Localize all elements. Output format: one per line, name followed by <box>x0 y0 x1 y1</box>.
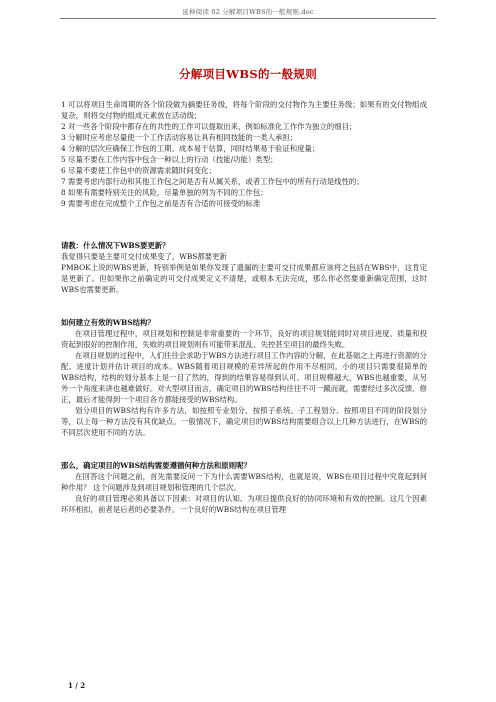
section-heading: 那么，确定项目的WBS结构需要遵循何种方法和原则呢？ <box>61 461 251 470</box>
section-heading: 请教：什么情况下WBS要更新？ <box>61 241 170 250</box>
paragraph: 在回答这个问题之前，首先需要反问一下为什么需要WBS结构，也就是说，WBS在项目过程中究竟起到何种作用？ 这个问题涉及到项目规划和管理的几个层次。 <box>61 472 427 492</box>
paragraph: 在项目规划的过程中，人们往往会求助于WBS方法进行项目工作内容的分解，在此基础之上再进行资源的分配、进度计划并估计项目的成本。WBS随着项目规模的差异所起的作用不尽相同。小的项目只需要很简单的WBS结构，结构的划分基本上是一目了然的，得到的结果容易得到认可。项目规模越大，WBS也越重要，从另外一个角度来讲也越难做好。对大型项目而言，确定项目的WBS结构往往不可一蹴而就，需要经过多次反馈、修正，最后才能得到一个项目各方都能接受的WBS结构。 <box>61 351 427 404</box>
document-title: 分解项目WBS的一般规则 <box>178 67 318 81</box>
rule-item: 5 尽量不要在工作内容中包含一种以上的行动（技能/功能）类型； <box>61 155 278 164</box>
rule-item: 7 需要考虑内部行动和其他工作包之间是否有从属关系，或者工作包中的所有行动是线性的； <box>61 177 364 186</box>
paragraph: 我觉得只要是主要可交付成果变了，WBS都要更新 <box>61 252 227 261</box>
document-body <box>61 99 427 515</box>
paragraph: 良好的项目管理必须具备以下因素：对项目的认知、为项目提供良好的协同环境和有效的控制。这几个因素环环相扣，前者是后者的必要条件。一个良好的WBS结构在项目管理 <box>61 494 427 514</box>
rule-item: 9 需要考虑在完成整个工作包之前是否有合适的可接受的标准 <box>61 199 261 208</box>
page-indicator: 1 / 2 <box>68 681 86 690</box>
section-heading: 如何建立有效的WBS结构？ <box>61 318 155 327</box>
paragraph: 在项目管理过程中，项目规划和控制是非常重要的一个环节，良好的项目规划能同时对项目进度、质量和投资起到很好的控制作用，失败的项目规划则有可能带来混乱、失控甚至项目的最终失败。 <box>61 329 427 349</box>
paragraph: 划分项目的WBS结构有许多方法，如按照专业划分、按照子系统、子工程划分、按照项目不同的阶段划分等，以上每一种方法没有其优缺点。一般情况下，确定项目的WBS结构需要组合以上几种方法进行，在WBS的不同层次使用不同的方法。 <box>61 406 427 437</box>
rule-item: 8 如果有需要特别关注的风险，尽量单独的列为不同的工作包； <box>61 188 268 197</box>
rule-item: 3 分解时应考虑尽量使一个工作活动容易让具有相同技能的一类人承担； <box>61 133 298 142</box>
header-divider <box>60 18 436 19</box>
rule-item: 1 可以将项目生命周期的各个阶段做为摘要任务级，将每个阶段的交付物作为主要任务级；如果有的交付物组成复杂，则将交付物的组成元素放在活动级； <box>61 100 427 120</box>
rule-item: 2 对一些各个阶段中都存在的共性的工作可以提取出来，例如标准化工作作为独立的细目； <box>61 122 357 131</box>
rule-item: 6 尽量不要使工作包中的资源需求随时间变化； <box>61 166 216 175</box>
paragraph: PMBOK上说的WBS更新，特别举例是如果你发现了遗漏的主要可交付成果都应该将之包括在WBS中，这肯定是更新了。但如果你之前确定的可交付成果定义不清楚，或根本无法完成，那么你必然要重新确定范围，这时WBS也需要更新。 <box>61 263 427 294</box>
document-header: 延伸阅读 02 分解项目WBS的一般规则.doc <box>182 8 314 16</box>
rule-item: 4 分解的层次应确保工作包的工期、成本易于估算，同时结果易于验证和度量； <box>61 144 320 153</box>
